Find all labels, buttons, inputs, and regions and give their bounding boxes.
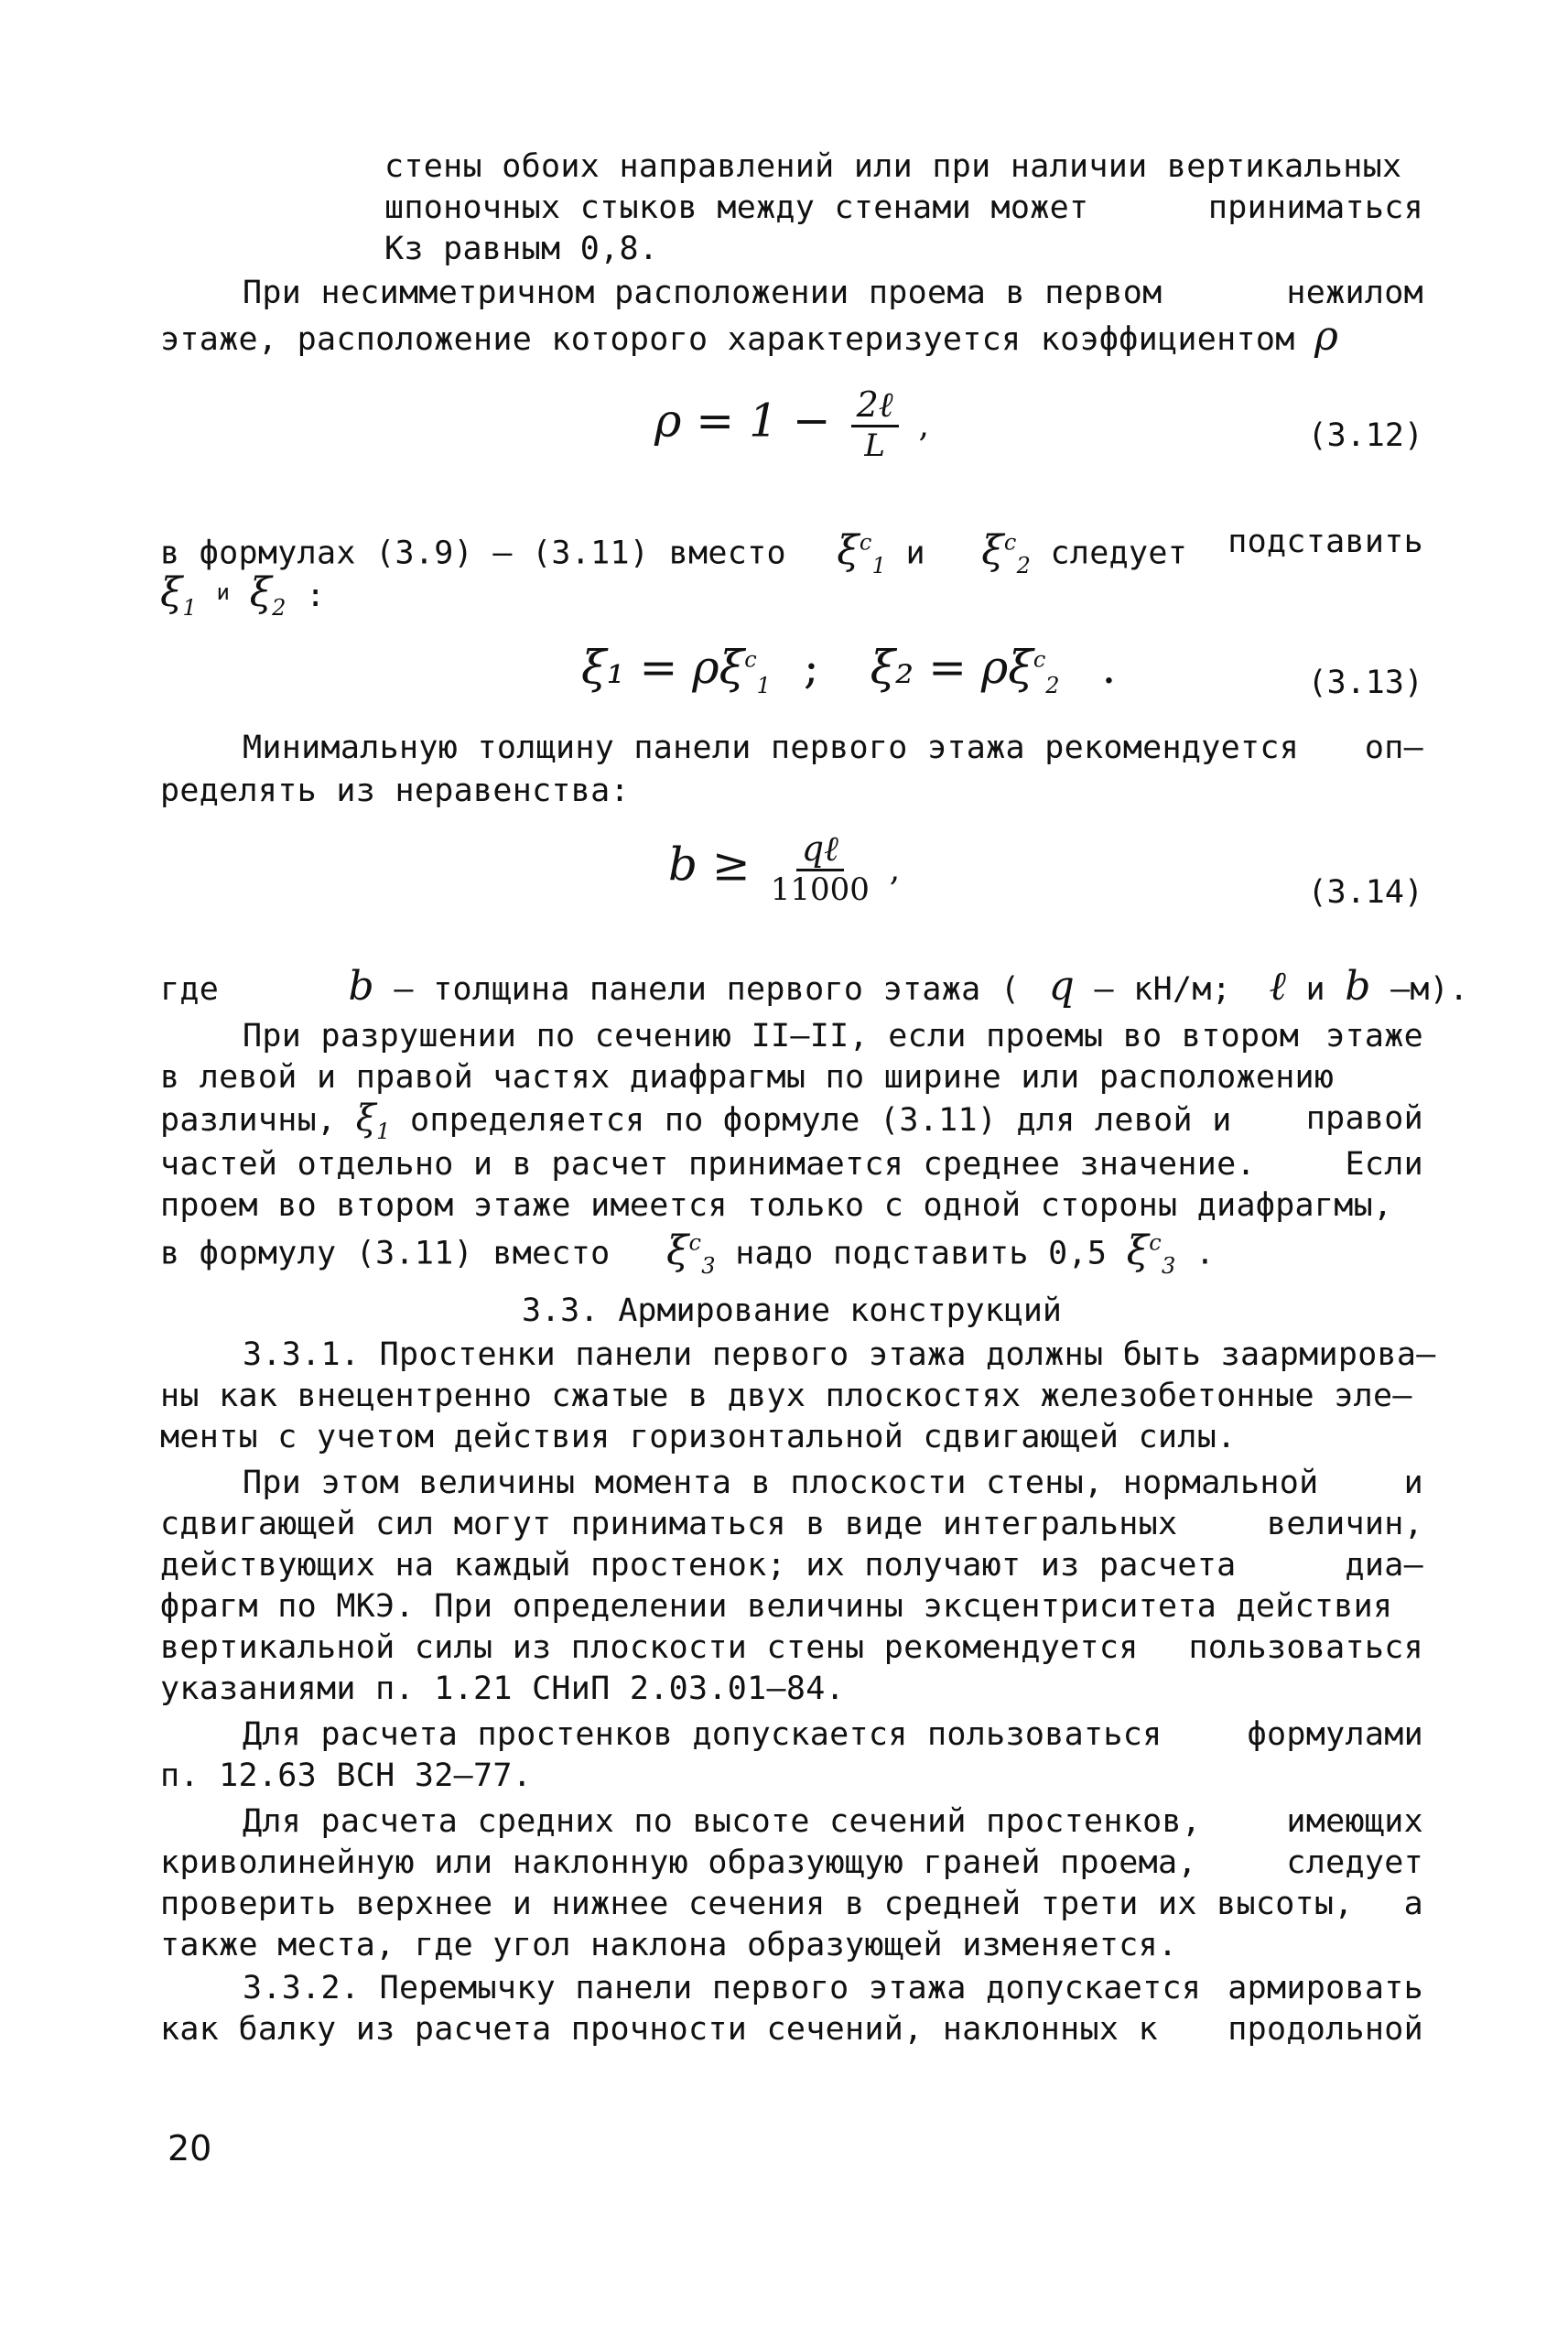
text-line [243,728,1423,769]
equation-number: (3.13) [1307,665,1423,701]
text-fragment: правой [1305,1100,1423,1137]
text-fragment: : [306,578,326,614]
text-fragment: продольной [1227,2011,1423,2048]
text-fragment: этаже [1325,1018,1423,1054]
equation-3-14 [160,828,1423,929]
xi-symbol: $\xi^c_3$ [1126,1227,1176,1279]
text-line: фрагм по МКЭ. При определении величины эксцентриситета действия [160,1588,1393,1625]
text-line [160,2009,1423,2050]
text-line: п. 12.63 ВСН 32–77. [160,1757,533,1794]
text-line [160,1843,1423,1884]
text-line: 3.3.1. Простенки панели первого этажа должны быть заармирова– [243,1336,1436,1373]
text-fragment: где [160,971,220,1008]
comma: , [918,406,929,445]
text-fragment: а [1403,1886,1423,1922]
text-line [160,313,1423,361]
text-fragment: и [216,579,231,605]
text-line [160,1222,1423,1277]
semicolon: ; [803,641,819,694]
text-fragment: в формулах (3.9) – (3.11) вместо [160,535,786,572]
text-fragment: Для расчета простенков допускается пользоваться [243,1716,1162,1753]
text-line [160,1098,1423,1149]
text-fragment: армировать [1227,1970,1423,2006]
text-fragment: нежилом [1286,275,1423,311]
text-fragment: оп– [1364,730,1423,766]
text-fragment: Для расчета средних по высоте сечений простенков, [243,1803,1202,1840]
b-symbol: b [348,963,374,1010]
equation-number: (3.14) [1307,874,1423,911]
text-fragment: и [1305,971,1325,1008]
text-fragment: шпоночных стыков между стенами может [384,189,1089,226]
text-fragment: пользоваться [1188,1629,1423,1666]
text-fragment: сдвигающей сил могут приниматься в виде интегральных [160,1506,1178,1542]
text-fragment: – толщина панели первого этажа ( [394,971,1021,1008]
text-fragment: как балку из расчета прочности сечений, наклонных к [160,2011,1158,2048]
text-fragment: проверить верхнее и нижнее сечения в средней трети их высоты, [160,1886,1354,1922]
text-line: менты с учетом действия горизонтальной сдвигающей силы. [160,1419,1237,1455]
text-fragment: действующих на каждый простенок; их получают из расчета [160,1547,1237,1584]
text-fragment: имеющих [1286,1803,1423,1840]
text-line [243,273,1423,314]
xi-symbol: $\xi^c_2$ [981,526,1032,579]
text-fragment: и [1403,1465,1423,1501]
formula [668,828,900,908]
formula-part: ξ₁ = ρξ [581,641,745,694]
text-line: указаниями п. 1.21 СНиП 2.03.01–84. [160,1671,846,1707]
b-symbol: b [1345,963,1371,1010]
text-fragment: диа– [1345,1547,1423,1584]
text-fragment: различны, $\xi_1$ определяется по формуле (3.11) для левой и [160,1098,1232,1144]
text-fragment: следует [1286,1844,1423,1881]
xi-symbol: $\xi_2$ [249,569,287,621]
text-line [384,188,1423,229]
text-line [243,1801,1423,1843]
text-line: в левой и правой частях диафрагмы по ширине или расположению [160,1059,1335,1096]
text-fragment: этаже, расположение которого характеризуется коэффициентом [160,321,1295,358]
text-fragment: следует [1050,535,1188,572]
text-fragment: формулами [1247,1716,1423,1753]
text-line [160,1628,1423,1669]
text-fragment: криволинейную или наклонную образующую граней проема, [160,1844,1197,1881]
fraction [771,828,870,908]
text-fragment: Минимальную толщину панели первого этажа рекомендуется [243,730,1300,766]
rho-symbol: ρ [1314,313,1339,360]
text-fragment: приниматься [1207,189,1423,226]
text-line [243,1714,1423,1756]
text-fragment: частей отдельно и в расчет принимается среднее значение. [160,1146,1256,1183]
comma: , [889,850,901,889]
text-line: стены обоих направлений или при наличии вертикальных [384,148,1402,185]
q-symbol: q [1048,963,1076,1010]
fraction-numerator: qℓ [796,828,844,871]
text-fragment: 3.3.2. Перемычку панели первого этажа допускается [243,1970,1202,2006]
text-line: Кз равным 0,8. [384,231,659,267]
text-fragment: При этом величины момента в плоскости стены, нормальной [243,1465,1319,1501]
text-line [160,1144,1423,1185]
text-line: ны как внецентренно сжатые в двух плоскостях железобетонные эле– [160,1378,1412,1414]
text-line [243,1968,1423,2009]
formula-lhs: ρ = 1 − [654,394,831,448]
xi-symbol: $\xi^c_3$ [665,1227,716,1279]
formula [654,384,929,464]
fraction-denominator: L [864,427,885,464]
formula: $\xi_1 = \rho\xi^c_1$ ; $\xi_2 = \rho\xi^c_2$ . [581,641,1117,698]
text-line [243,1463,1423,1504]
fraction-numerator: 2ℓ [851,384,899,427]
text-fragment: . [1195,1235,1216,1272]
text-fragment: величин, [1267,1506,1423,1542]
formula-lhs: b ≥ [668,838,751,892]
formula-part: ξ₂ = ρξ [870,641,1033,694]
text-line: ределять из неравенства: [160,773,630,809]
text-line [160,569,1423,627]
text-line [243,1016,1423,1057]
text-fragment: надо подставить 0,5 [735,1235,1108,1272]
text-fragment: При разрушении по сечению II–II, если проемы во втором [243,1018,1300,1054]
fraction [851,384,899,464]
section-heading: 3.3. Армирование конструкций [521,1292,1062,1329]
l-symbol: ℓ [1269,963,1287,1010]
text-line: также места, где угол наклона образующей изменяется. [160,1927,1178,1963]
fraction-denominator: 11000 [770,871,870,908]
equation-3-12 [160,384,1423,467]
equation-3-13 [160,632,1423,714]
text-line [160,1884,1423,1925]
text-fragment: –м). [1390,971,1469,1008]
dot: . [1101,641,1117,694]
xi-symbol: $\xi^c_1$ [837,526,887,579]
text-fragment: Если [1345,1146,1423,1183]
xi-symbol: $\xi_1$ [355,1098,391,1144]
text-fragment: вертикальной силы из плоскости стены рекомендуется [160,1629,1139,1666]
text-fragment: в формулу (3.11) вместо [160,1235,611,1272]
text-fragment: и [905,535,925,572]
text-fragment: – кН/м; [1094,971,1232,1008]
text-line [160,1545,1423,1586]
text-line [160,1504,1423,1545]
equation-number: (3.12) [1307,417,1423,454]
page-number: 20 [168,2128,212,2168]
text-line [160,522,1423,577]
text-line [160,963,1469,1021]
xi-symbol: $\xi_1$ [160,569,198,621]
text-fragment: подставить [1227,524,1423,560]
text-fragment: При несимметричном расположении проема в первом [243,275,1162,311]
text-line: проем во втором этаже имеется только с одной стороны диафрагмы, [160,1187,1393,1224]
